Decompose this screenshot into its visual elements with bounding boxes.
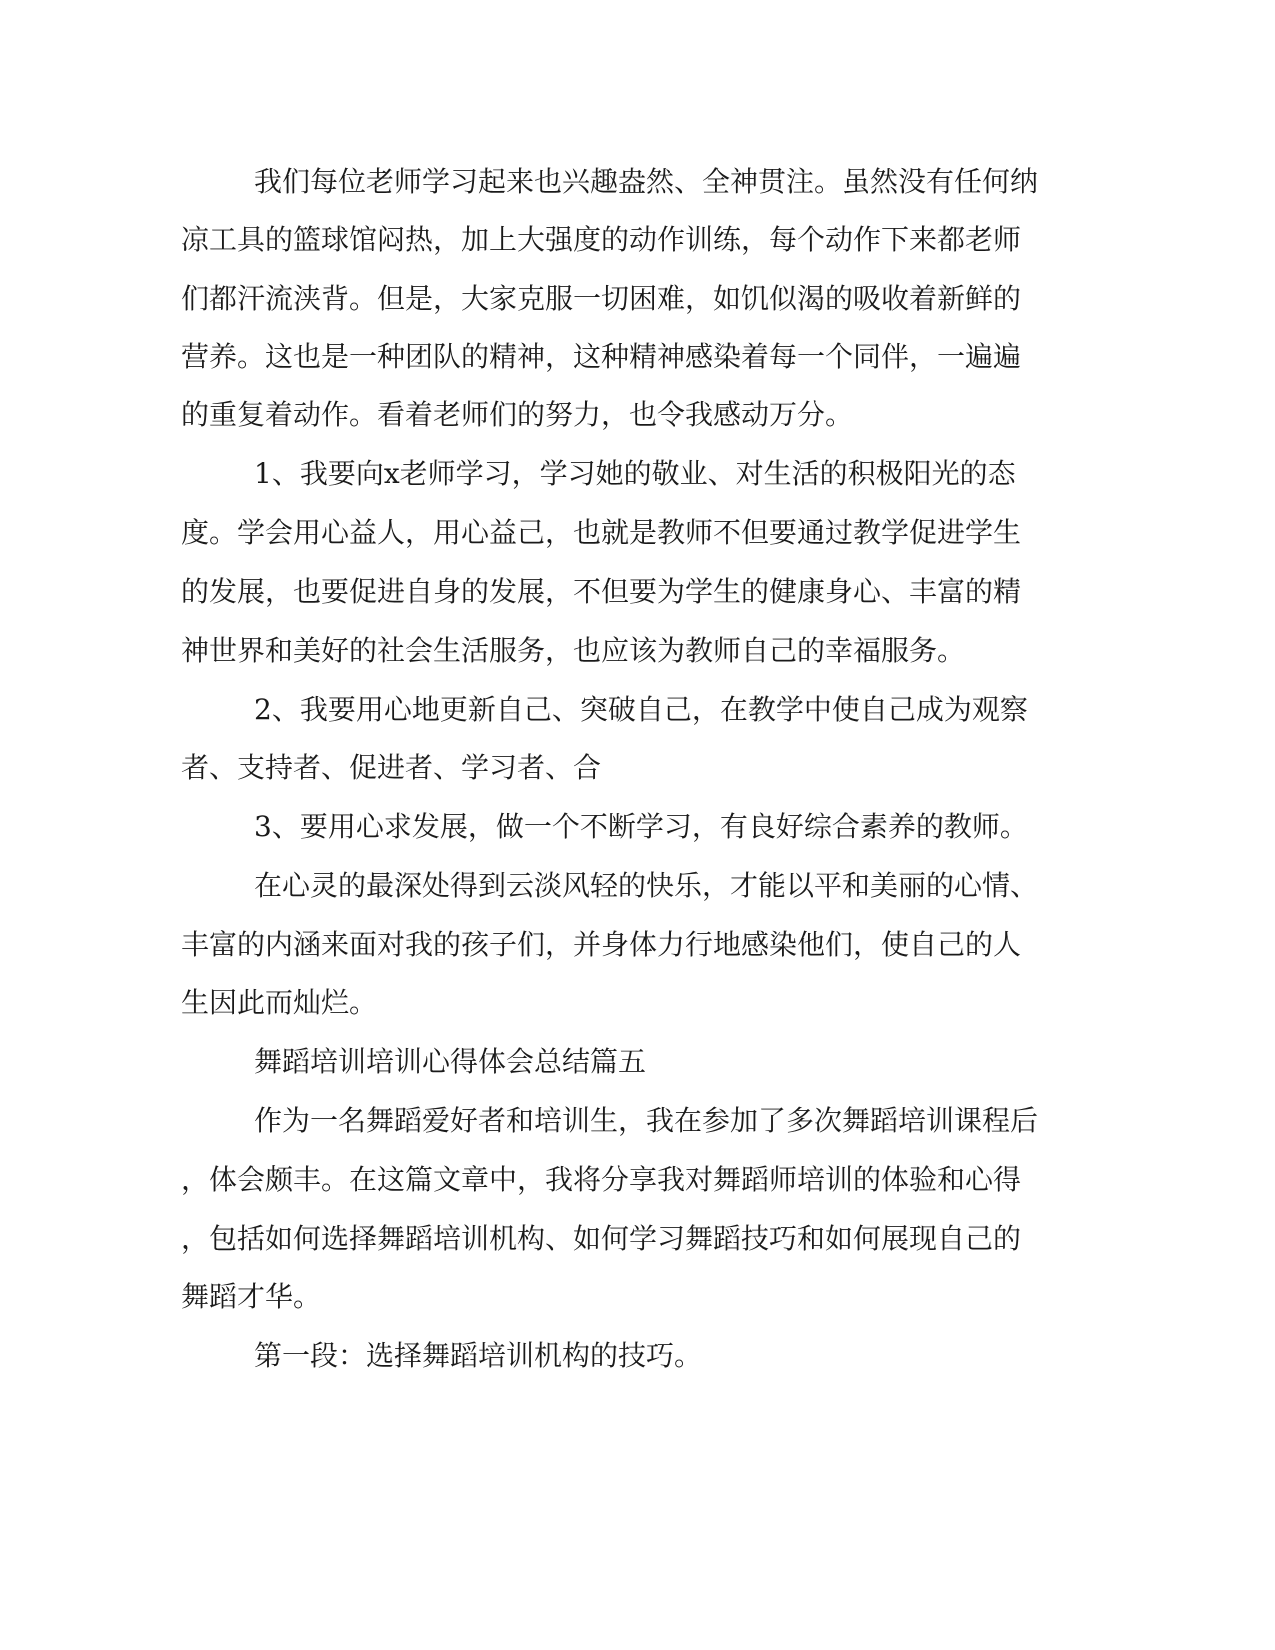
text-line: 1、我要向x老师学习，学习她的敬业、对生活的积极阳光的态: [254, 457, 1016, 490]
text-line: ，包括如何选择舞蹈培训机构、如何学习舞蹈技巧和如何展现自己的: [181, 1222, 1022, 1255]
text-line: 3、要用心求发展，做一个不断学习，有良好综合素养的教师。: [254, 810, 1028, 843]
text-line: 我们每位老师学习起来也兴趣盎然、全神贯注。虽然没有任何纳: [254, 165, 1039, 198]
text-line: 丰富的内涵来面对我的孩子们，并身体力行地感染他们，使自己的人: [181, 928, 1022, 961]
text-line: 营养。这也是一种团队的精神，这种精神感染着每一个同伴，一遍遍: [181, 340, 1022, 373]
text-line: 度。学会用心益人，用心益己，也就是教师不但要通过教学促进学生: [181, 516, 1022, 549]
text-line: 神世界和美好的社会生活服务，也应该为教师自己的幸福服务。: [181, 634, 966, 667]
text-line: 作为一名舞蹈爱好者和培训生，我在参加了多次舞蹈培训课程后: [254, 1104, 1039, 1137]
text-line: 舞蹈才华。: [181, 1280, 322, 1313]
text-line: 的重复着动作。看着老师们的努力，也令我感动万分。: [181, 398, 854, 431]
text-line: 凉工具的篮球馆闷热，加上大强度的动作训练，每个动作下来都老师: [181, 223, 1022, 256]
text-line: 第一段：选择舞蹈培训机构的技巧。: [254, 1339, 703, 1372]
text-line: 们都汗流浃背。但是，大家克服一切困难，如饥似渴的吸收着新鲜的: [181, 282, 1022, 315]
text-line: 者、支持者、促进者、学习者、合: [181, 751, 602, 784]
text-line: 2、我要用心地更新自己、突破自己，在教学中使自己成为观察: [254, 693, 1028, 726]
text-line: 的发展，也要促进自身的发展，不但要为学生的健康身心、丰富的精: [181, 575, 1022, 608]
section-heading: 舞蹈培训培训心得体会总结篇五: [254, 1045, 647, 1078]
text-line: 在心灵的最深处得到云淡风轻的快乐，才能以平和美丽的心情、: [254, 869, 1039, 902]
text-line: ，体会颇丰。在这篇文章中，我将分享我对舞蹈师培训的体验和心得: [181, 1163, 1022, 1196]
text-line: 生因此而灿烂。: [181, 986, 378, 1019]
